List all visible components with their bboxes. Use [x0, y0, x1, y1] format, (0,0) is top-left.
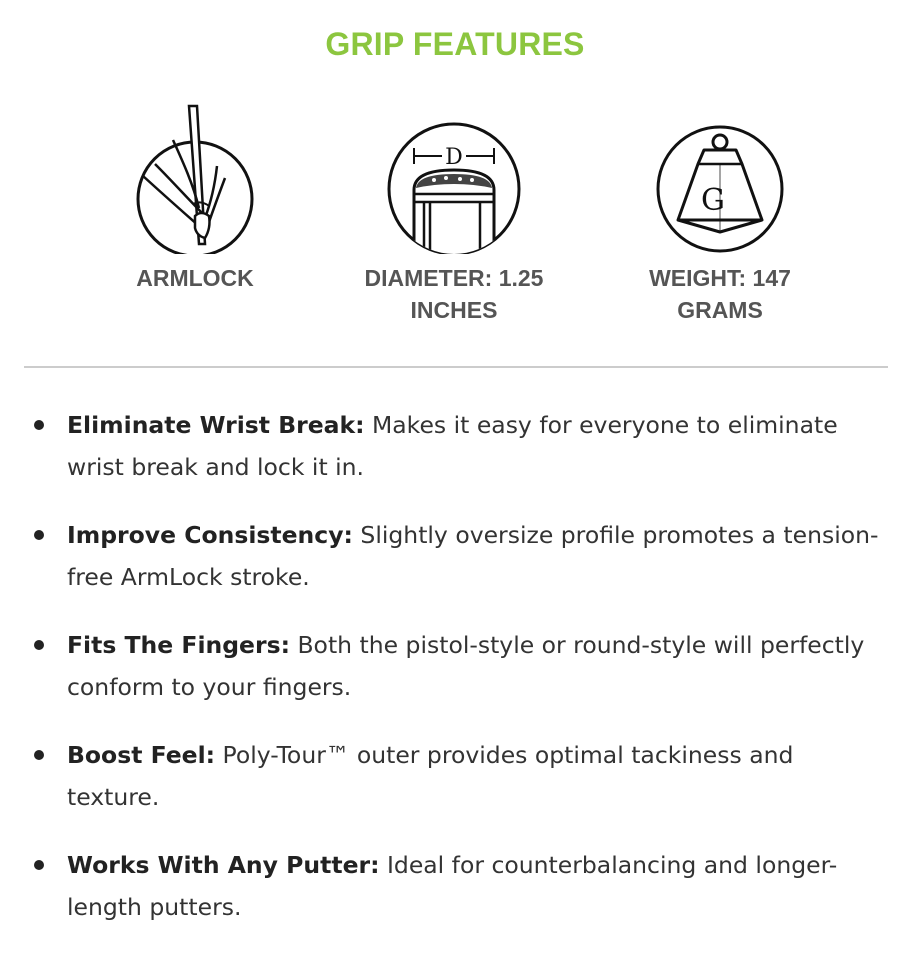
feature-armlock: [85, 104, 305, 294]
list-item-title: Works With Any Putter:: [67, 851, 380, 879]
feature-list: [0, 404, 916, 954]
list-item: [0, 624, 916, 708]
list-item-text: Both the pistol-style or round-style will perfectly conform to your fingers.: [67, 631, 865, 701]
list-item-title: Improve Consistency:: [67, 521, 353, 549]
list-item-text: Ideal for counterbalancing and longer-length putters.: [67, 851, 838, 921]
list-item-text: Poly-Tour™ outer provides optimal tackiness and texture.: [67, 741, 794, 811]
feature-diameter: [344, 104, 564, 326]
list-item: [0, 734, 916, 818]
list-item-text: Slightly oversize profile promotes a tension-free ArmLock stroke.: [67, 521, 879, 591]
section-divider: [24, 366, 888, 368]
list-item: [0, 404, 916, 488]
diameter-icon-letter: D: [445, 145, 463, 170]
feature-label-armlock: ARMLOCK: [136, 265, 254, 291]
feature-label-weight: WEIGHT: 147 GRAMS: [649, 265, 791, 323]
list-item: [0, 844, 916, 928]
armlock-icon: [125, 104, 265, 254]
bullet-icon: [34, 860, 44, 870]
list-item: [0, 514, 916, 598]
feature-label-diameter: DIAMETER: 1.25 INCHES: [364, 265, 544, 323]
bullet-icon: [34, 420, 44, 430]
section-title: GRIP FEATURES: [325, 26, 585, 62]
feature-weight: [610, 104, 830, 326]
list-item-title: Eliminate Wrist Break:: [67, 411, 365, 439]
weight-icon: [650, 104, 790, 254]
diameter-icon: [384, 104, 524, 254]
bullet-icon: [34, 640, 44, 650]
list-item-title: Boost Feel:: [67, 741, 216, 769]
list-item-title: Fits The Fingers:: [67, 631, 290, 659]
bullet-icon: [34, 750, 44, 760]
bullet-icon: [34, 530, 44, 540]
weight-icon-letter: G: [701, 183, 725, 218]
list-item-text: Makes it easy for everyone to eliminate wrist break and lock it in.: [67, 411, 838, 481]
